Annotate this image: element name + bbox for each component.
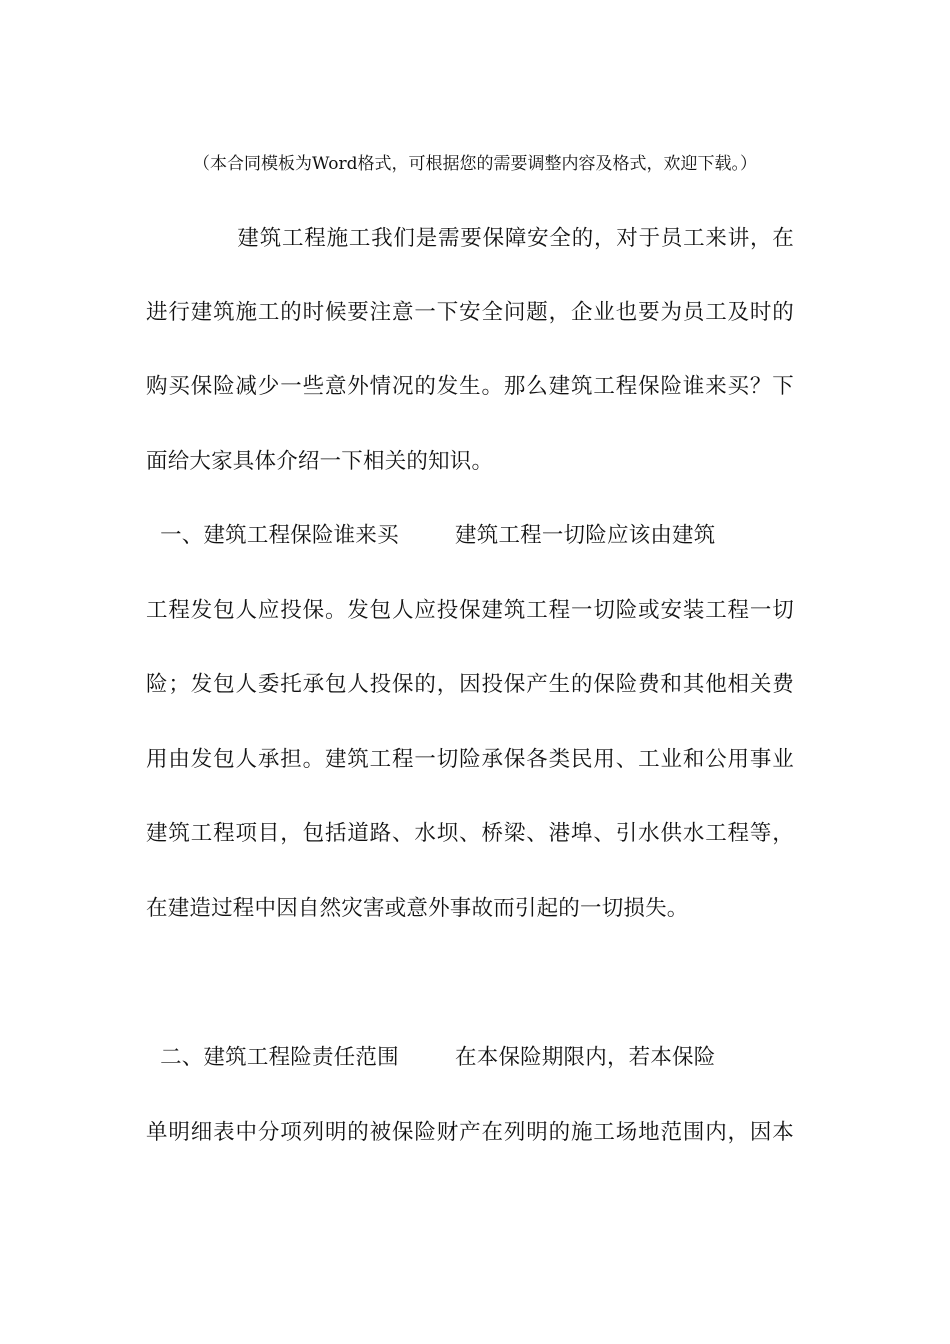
paragraph-line: 进行建筑施工的时候要注意一下安全问题，企业也要为员工及时的 (146, 300, 794, 325)
paragraph-line: 用由发包人承担。建筑工程一切险承保各类民用、工业和公用事业 (146, 747, 794, 772)
paragraph-line: 面给大家具体介绍一下相关的知识。 (146, 449, 494, 474)
paragraph-line: 工程发包人应投保。发包人应投保建筑工程一切险或安装工程一切 (146, 598, 794, 623)
section-heading-line: 一、建筑工程保险谁来买 建筑工程一切险应该由建筑 (146, 523, 716, 548)
paragraph-line: 险；发包人委托承包人投保的，因投保产生的保险费和其他相关费 (146, 672, 794, 697)
paragraph-line: 建筑工程施工我们是需要保障安全的，对于员工来讲，在 (146, 226, 794, 251)
section-heading-line: 二、建筑工程险责任范围 在本保险期限内，若本保险 (146, 1045, 716, 1070)
paragraph-line: 在建造过程中因自然灾害或意外事故而引起的一切损失。 (146, 896, 689, 921)
template-note: （本合同模板为Word格式，可根据您的需要调整内容及格式，欢迎下载。） (192, 154, 758, 174)
paragraph-line: 单明细表中分项列明的被保险财产在列明的施工场地范围内，因本 (146, 1120, 794, 1145)
paragraph-line: 建筑工程项目，包括道路、水坝、桥梁、港埠、引水供水工程等， (146, 821, 794, 846)
paragraph-line: 购买保险减少一些意外情况的发生。那么建筑工程保险谁来买？下 (146, 374, 794, 399)
